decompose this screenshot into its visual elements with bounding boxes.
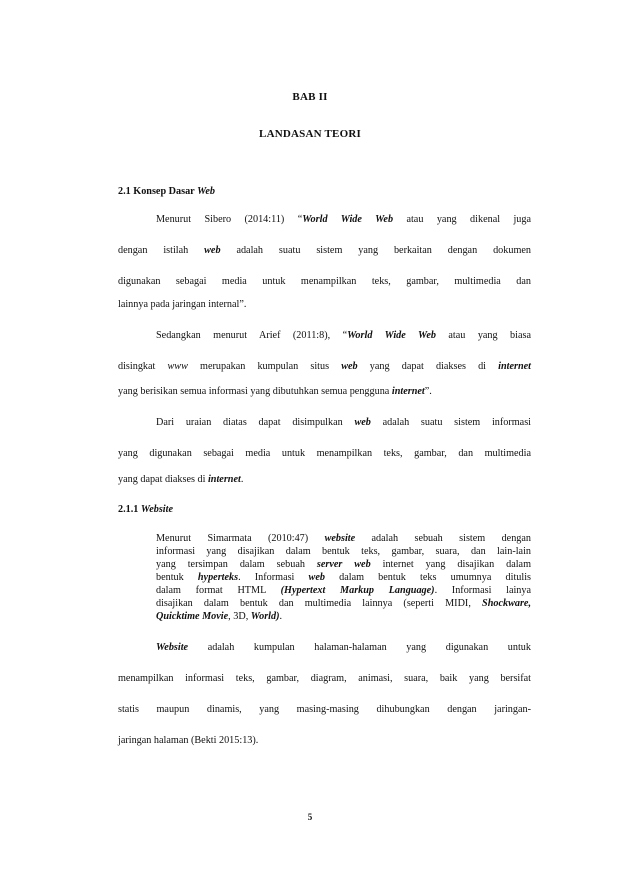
section-heading-2-1-1: 2.1.1 Website (118, 504, 173, 515)
quote-line-6: disajikan dalam bentuk dan multimedia lainnya (seperti MIDI, Shockware, (156, 598, 531, 609)
section-heading-2-1: 2.1 Konsep Dasar Web (118, 186, 215, 197)
p3-line-1: Dari uraian diatas dapat disimpulkan web adalah suatu sistem informasi (156, 417, 532, 428)
chapter-title: LANDASAN TEORI (259, 128, 361, 140)
p3-line-3: yang dapat diakses di internet. (118, 474, 244, 485)
p2-line-3: yang berisikan semua informasi yang dibutuhkan semua pengguna internet”. (118, 386, 432, 397)
p1-line-1: Menurut Sibero (2014:11) “World Wide Web atau yang dikenal juga (156, 214, 531, 225)
p1-line-3: digunakan sebagai media untuk menampilkan teks, gambar, multimedia dan (118, 276, 531, 287)
p2-line-1: Sedangkan menurut Arief (2011:8), “World Wide Web atau yang biasa (156, 330, 531, 341)
quote-line-4: bentuk hyperteks. Informasi web dalam bentuk teks umumnya ditulis (156, 572, 531, 583)
quote-line-5: dalam format HTML (Hypertext Markup Language). Informasi lainya (156, 585, 532, 596)
p1-line-2: dengan istilah web adalah suatu sistem yang berkaitan dengan dokumen (118, 245, 531, 256)
p4-line-1: Website adalah kumpulan halaman-halaman yang digunakan untuk (156, 642, 531, 653)
page-number: 5 (307, 812, 313, 822)
p1-line-4: lainnya pada jaringan internal”. (118, 299, 247, 310)
quote-line-2: informasi yang disajikan dalam bentuk teks, gambar, suara, dan lain-lain (156, 546, 531, 557)
p4-line-4: jaringan halaman (Bekti 2015:13). (118, 735, 259, 746)
p4-line-3: statis maupun dinamis, yang masing-masing dihubungkan dengan jaringan- (118, 704, 531, 715)
chapter-label: BAB II (292, 91, 328, 103)
quote-line-7: Quicktime Movie, 3D, World). (156, 611, 283, 622)
quote-line-3: yang tersimpan dalam sebuah server web internet yang disajikan dalam (156, 559, 531, 570)
quote-line-1: Menurut Simarmata (2010:47) website adalah sebuah sistem dengan (156, 533, 531, 544)
p2-line-2: disingkat www merupakan kumpulan situs web yang dapat diakses di internet (118, 361, 532, 372)
p3-line-2: yang digunakan sebagai media untuk menampilkan teks, gambar, dan multimedia (118, 448, 531, 459)
p4-line-2: menampilkan informasi teks, gambar, diagram, animasi, suara, baik yang bersifat (118, 673, 531, 684)
